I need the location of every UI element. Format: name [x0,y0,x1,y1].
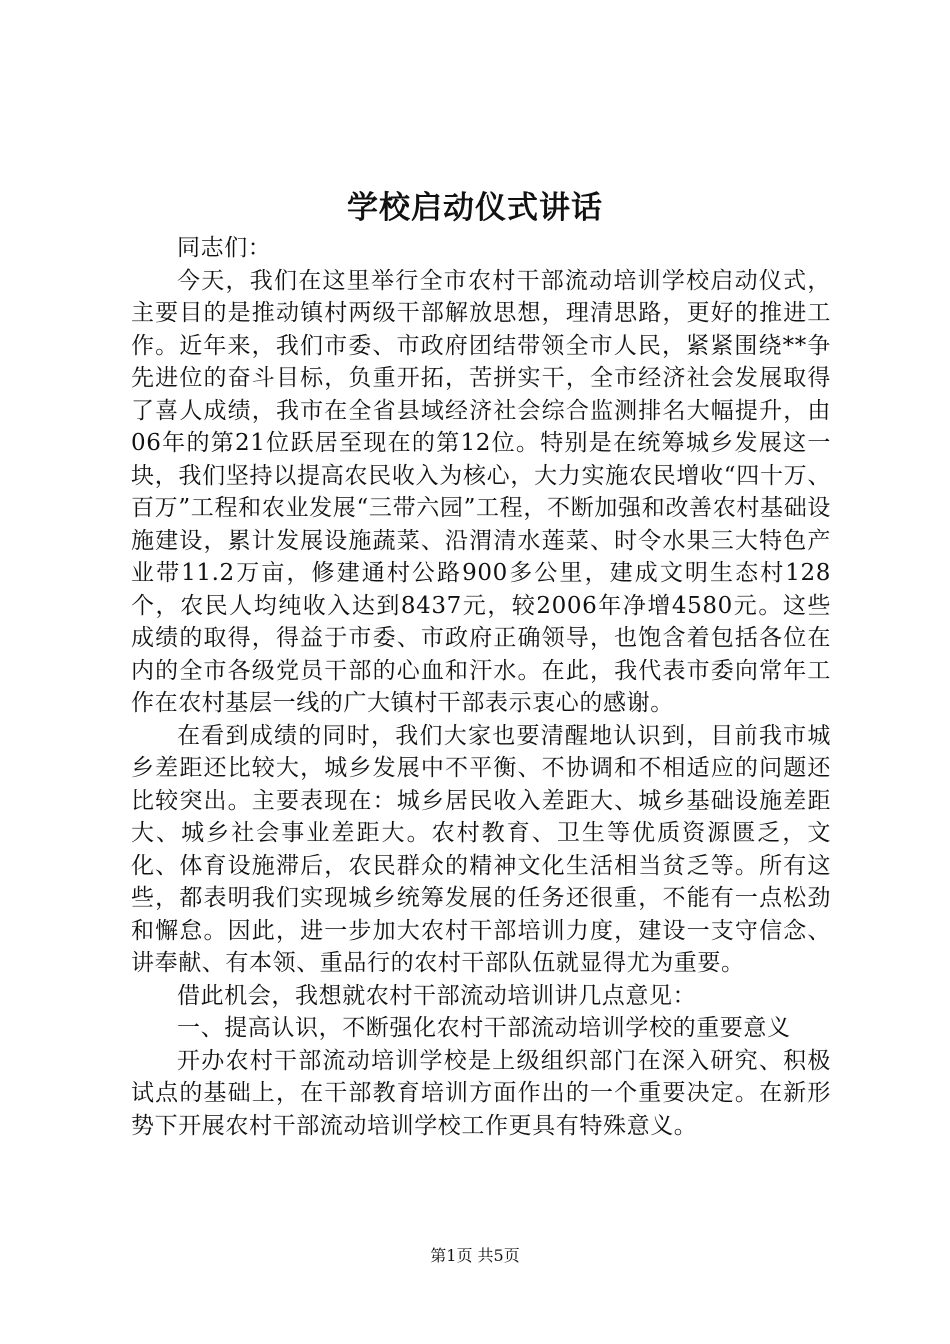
document-title: 学校启动仪式讲话 [347,190,603,226]
body-paragraph: 今天，我们在这里举行全市农村干部流动培训学校启动仪式，主要目的是推动镇村两级干部解放思想，理清思路，更好的推进工作。近年来，我们市委、市政府团结带领全市人民，紧紧围绕**争先进位的奋斗目标，负重开拓，苦拼实干，全市经济社会发展取得了喜人成绩，我市在全省县域经济社会综合监测排名大幅提升，由06年的第21位跃居至现在的第12位。特别是在统筹城乡发展这一块，我们坚持以提高农民收入为核心，大力实施农民增收“四十万、百万”工程和农业发展“三带六园”工程，不断加强和改善农村基础设施建设，累计发展设施蔬菜、沿渭清水莲菜、时令水果三大特色产业带11.2万亩，修建通村公路900多公里，建成文明生态村128个，农民人均纯收入达到8437元，较2006年净增4580元。这些成绩的取得，得益于市委、市政府正确领导，也饱含着包括各位在内的全市各级党员干部的心血和汗水。在此，我代表市委向常年工作在农村基层一线的广大镇村干部表示衷心的感谢。 [131,267,831,716]
page-number: 第1页 共5页 [430,1246,520,1265]
salutation-paragraph: 同志们： [177,235,272,261]
document-body [131,232,831,1142]
body-paragraph: 借此机会，我想就农村干部流动培训讲几点意见： [177,982,697,1009]
body-paragraph: 在看到成绩的同时，我们大家也要清醒地认识到，目前我市城乡差距还比较大，城乡发展中不平衡、不协调和不相适应的问题还比较突出。主要表现在：城乡居民收入差距大、城乡基础设施差距大、城乡社会事业差距大。农村教育、卫生等优质资源匮乏，文化、体育设施滞后，农民群众的精神文化生活相当贫乏等。所有这些，都表明我们实现城乡统筹发展的任务还很重，不能有一点松劲和懈怠。因此，进一步加大农村干部培训力度，建设一支守信念、讲奉献、有本领、重品行的农村干部队伍就显得尤为重要。 [131,722,831,976]
body-paragraph: 开办农村干部流动培训学校是上级组织部门在深入研究、积极试点的基础上，在干部教育培训方面作出的一个重要决定。在新形势下开展农村干部流动培训学校工作更具有特殊意义。 [131,1047,831,1139]
section-heading: 一、提高认识，不断强化农村干部流动培训学校的重要意义 [177,1015,791,1041]
